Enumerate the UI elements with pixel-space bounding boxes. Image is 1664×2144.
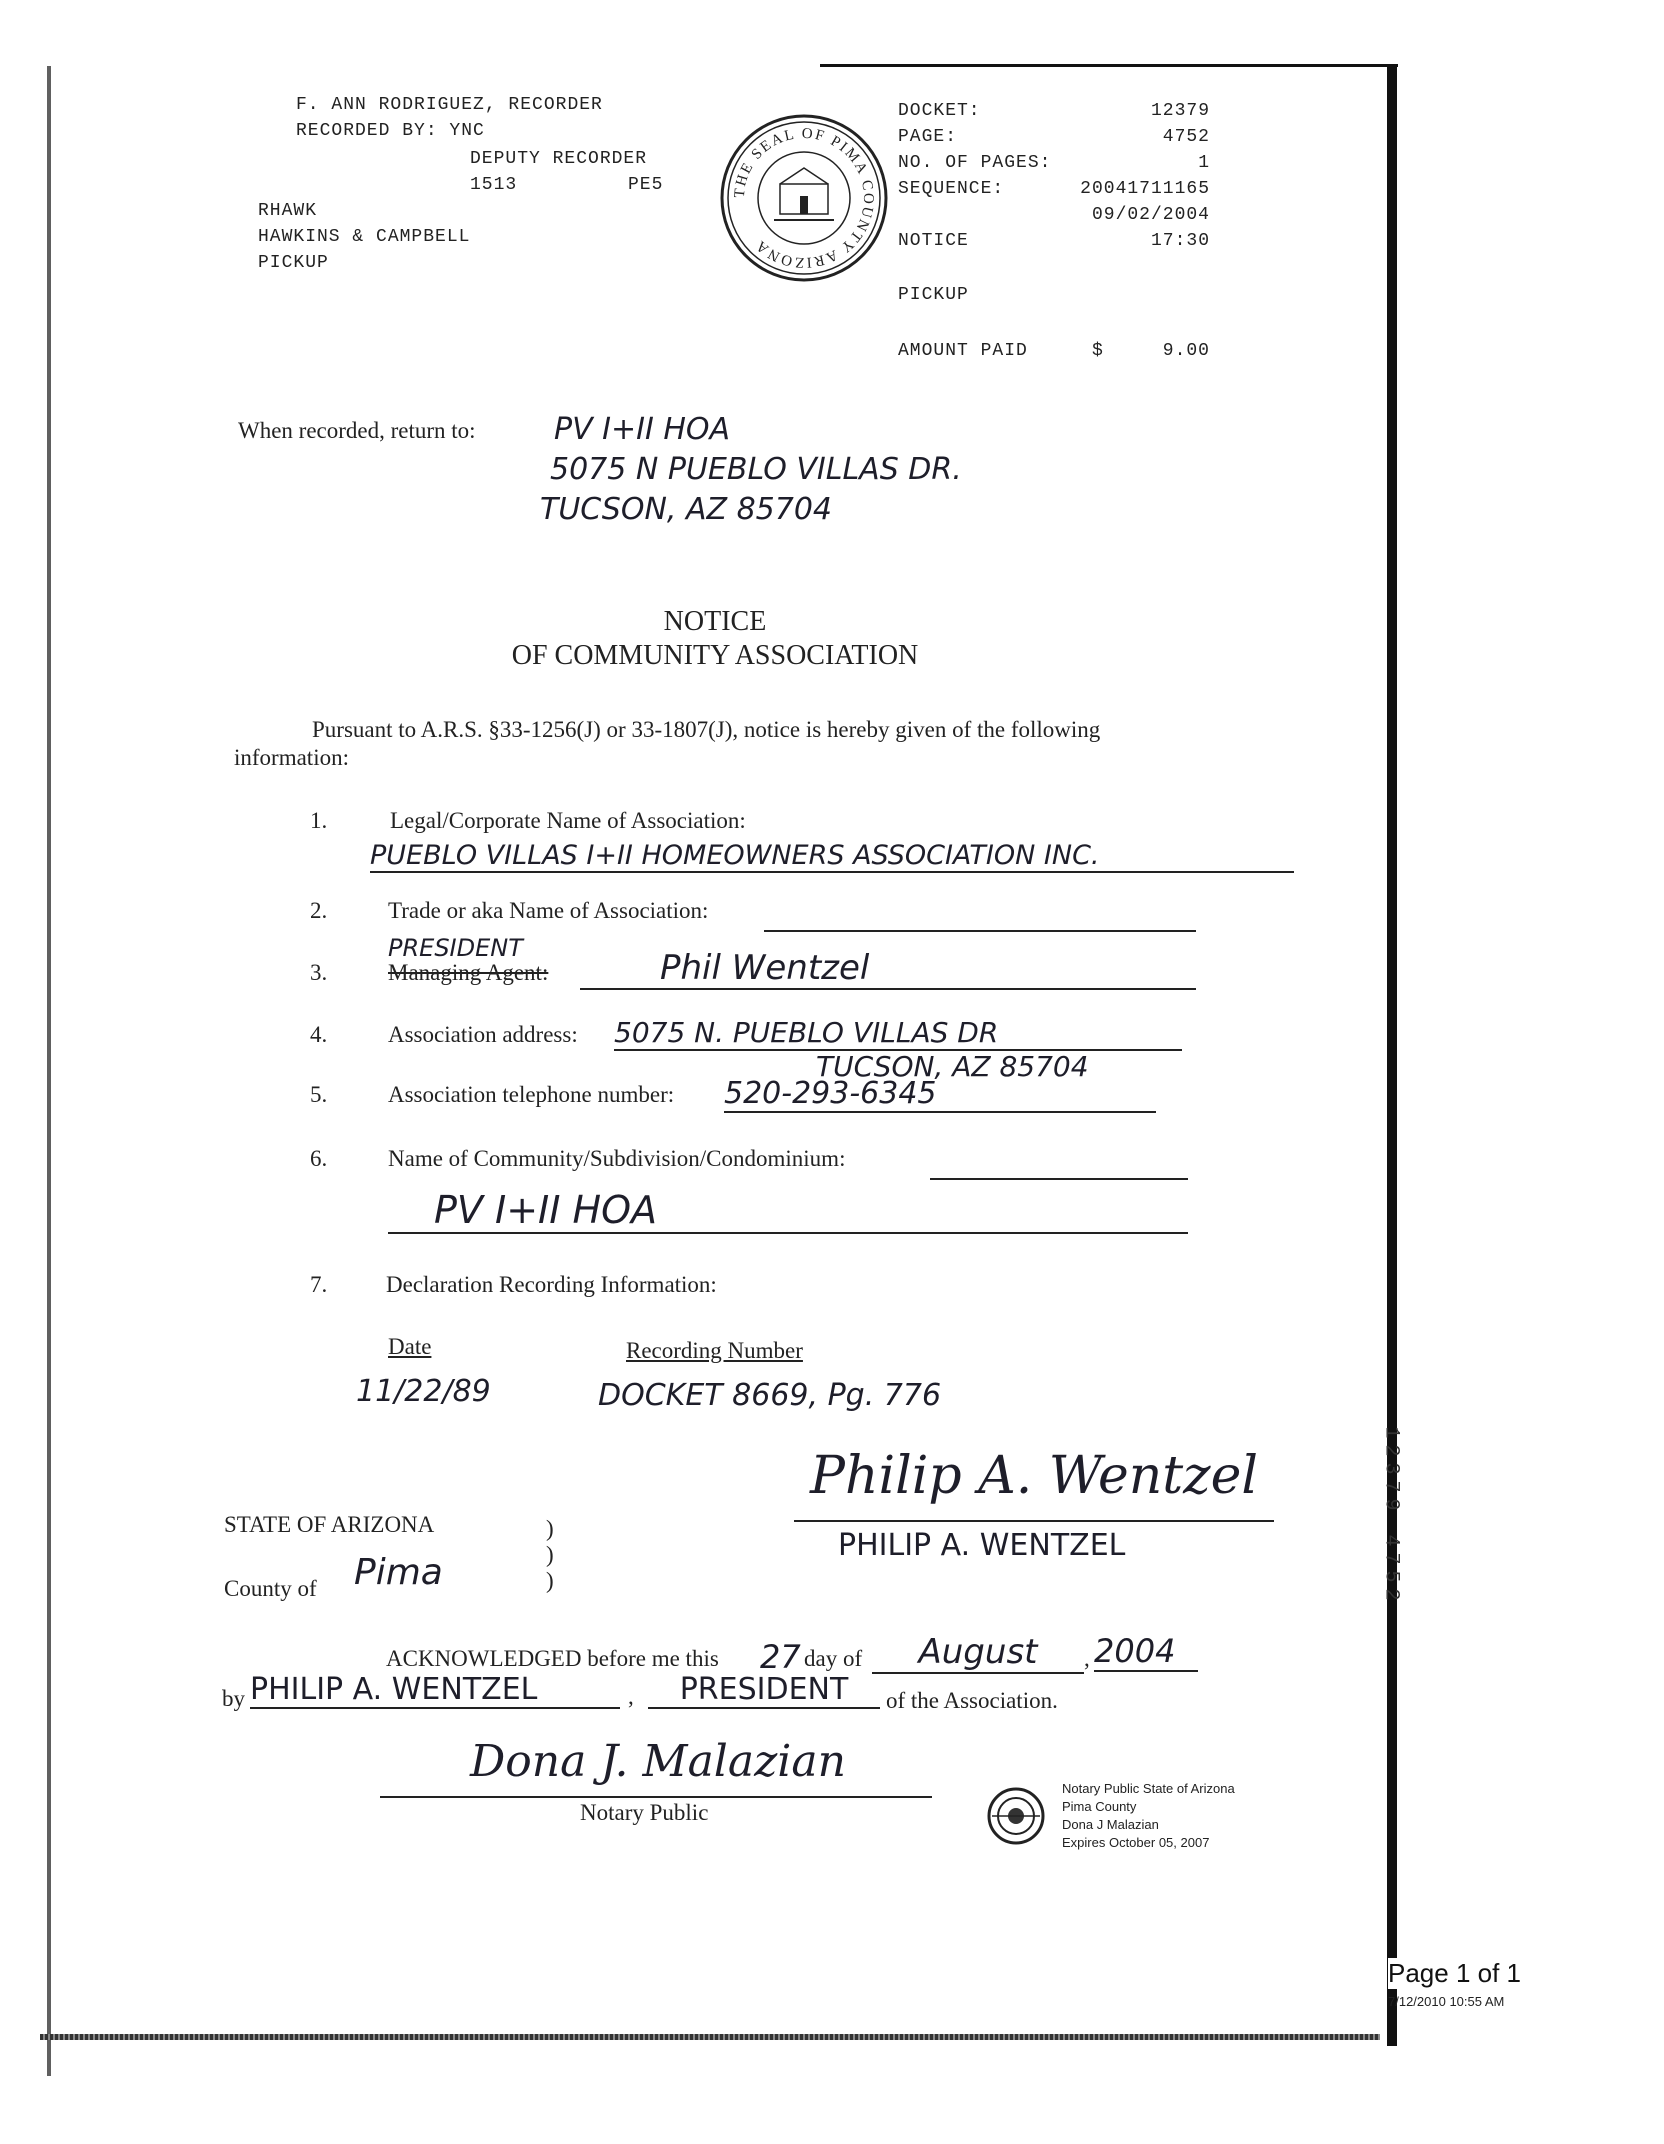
- intro-paragraph: Pursuant to A.R.S. §33-1256(J) or 33-1807(J), notice is hereby given of the following information:: [234, 717, 1101, 770]
- item-3-number: 3.: [310, 960, 328, 985]
- by-title: PRESIDENT: [648, 1672, 880, 1709]
- item-3-value: Phil Wentzel: [580, 948, 1196, 990]
- notice-title: NOTICE: [663, 606, 767, 637]
- page-number: 4752: [1162, 127, 1210, 147]
- recording-time: 17:30: [1150, 231, 1210, 251]
- side-stamp-text: 12379 4752: [1379, 1426, 1403, 1607]
- county-label: County of: [224, 1576, 317, 1601]
- submitter-code: RHAWK: [258, 201, 318, 221]
- amount-paid-label: AMOUNT PAID: [898, 341, 1028, 361]
- notary-seal-icon: [986, 1786, 1046, 1846]
- deputy-recorder: DEPUTY RECORDER: [470, 149, 648, 169]
- print-timestamp: 7/12/2010 10:55 AM: [1388, 1994, 1505, 2009]
- recorder-name: F. ANN RODRIGUEZ, RECORDER: [296, 95, 603, 115]
- amount-paid: 9.00: [1162, 341, 1210, 361]
- notary-stamp-line4: Expires October 05, 2007: [1062, 1835, 1210, 1850]
- venue-paren-3: ): [546, 1568, 554, 1593]
- declaration-date-value: 11/22/89: [356, 1374, 491, 1409]
- recording-type: NOTICE: [898, 231, 969, 251]
- scan-bottom-border: [40, 2034, 1380, 2040]
- page-count-label: Page 1 of 1: [1388, 1958, 1538, 1989]
- pima-county-seal: [718, 112, 890, 284]
- item-6-blank-line: [930, 1158, 1188, 1180]
- recording-date: 09/02/2004: [1091, 205, 1210, 225]
- notary-stamp-line2: Pima County: [1062, 1799, 1137, 1814]
- declaration-recording-header: Recording Number: [626, 1338, 803, 1363]
- deputy-code: PE5: [628, 175, 664, 195]
- item-1-value: PUEBLO VILLAS I+II HOMEOWNERS ASSOCIATION INC.: [370, 840, 1294, 873]
- sequence-number: 20041711165: [1080, 179, 1210, 199]
- item-3-label: Managing Agent:: [388, 960, 549, 985]
- item-1-label: Legal/Corporate Name of Association:: [390, 808, 746, 833]
- docket-number: 12379: [1150, 101, 1210, 121]
- by-separator: ,: [628, 1684, 634, 1709]
- deputy-number: 1513: [470, 175, 518, 195]
- notary-signature: Dona J. Malazian: [470, 1736, 846, 1787]
- ack-dayof: day of: [804, 1646, 863, 1671]
- scan-top-border: [820, 64, 1398, 67]
- item-5-value: 520-293-6345: [724, 1076, 1156, 1113]
- submitter-name: HAWKINS & CAMPBELL: [258, 227, 471, 247]
- return-to-line1: PV I+II HOA: [554, 412, 731, 447]
- item-2-number: 2.: [310, 898, 328, 923]
- item-6-value: PV I+II HOA: [388, 1188, 1188, 1234]
- item-5-number: 5.: [310, 1082, 328, 1107]
- signature-line: [794, 1520, 1274, 1522]
- pages-label: NO. OF PAGES:: [898, 153, 1052, 173]
- side-recording-stamp: [1366, 1355, 1403, 1685]
- notary-stamp-line1: Notary Public State of Arizona: [1062, 1781, 1235, 1796]
- ack-comma: ,: [1084, 1646, 1090, 1671]
- notary-stamp-line3: Dona J Malazian: [1062, 1817, 1159, 1832]
- docket-label: DOCKET:: [898, 101, 981, 121]
- sequence-label: SEQUENCE:: [898, 179, 1005, 199]
- return-to-line3: TUCSON, AZ 85704: [540, 492, 833, 527]
- item-7-label: Declaration Recording Information:: [386, 1272, 717, 1297]
- pages-count: 1: [1198, 153, 1210, 173]
- of-association: of the Association.: [886, 1688, 1058, 1713]
- notary-signature-line: [380, 1796, 932, 1798]
- return-to-line2: 5075 N PUEBLO VILLAS DR.: [550, 452, 962, 487]
- submitter-method: PICKUP: [258, 253, 329, 273]
- item-2-label: Trade or aka Name of Association:: [388, 898, 709, 923]
- ack-day: 27: [760, 1638, 801, 1676]
- by-name: PHILIP A. WENTZEL: [250, 1672, 620, 1709]
- ack-text: ACKNOWLEDGED before me this: [386, 1646, 719, 1671]
- item-7-number: 7.: [310, 1272, 328, 1297]
- ack-month: August: [872, 1632, 1084, 1674]
- currency-sign: $: [1092, 341, 1104, 361]
- item-4-value-line2: TUCSON, AZ 85704: [816, 1050, 1089, 1083]
- by-label: by: [222, 1686, 245, 1711]
- signer-signature: Philip A. Wentzel: [810, 1446, 1258, 1506]
- ack-year: 2004: [1094, 1632, 1198, 1672]
- item-4-number: 4.: [310, 1022, 328, 1047]
- item-2-blank-line: [764, 910, 1196, 932]
- item-6-label: Name of Community/Subdivision/Condominium:: [388, 1146, 846, 1171]
- item-4-label: Association address:: [388, 1022, 578, 1047]
- venue-paren-2: ): [546, 1542, 554, 1567]
- notary-stamp-text: [1062, 1780, 1235, 1852]
- notice-subtitle: OF COMMUNITY ASSOCIATION: [511, 640, 919, 671]
- return-to-label: When recorded, return to:: [238, 418, 476, 443]
- scan-edge-left: [47, 66, 51, 2076]
- venue-paren-1: ): [546, 1516, 554, 1541]
- signer-printed-name: PHILIP A. WENTZEL: [838, 1528, 1126, 1563]
- svg-text:THE SEAL OF PIMA COUNTY ARIZON: THE SEAL OF PIMA COUNTY ARIZONA: [731, 125, 877, 271]
- notary-public-label: Notary Public: [580, 1800, 709, 1825]
- page-label: PAGE:: [898, 127, 958, 147]
- item-6-number: 6.: [310, 1146, 328, 1171]
- item-4-value: 5075 N. PUEBLO VILLAS DR: [614, 1016, 1182, 1051]
- declaration-date-header: Date: [388, 1334, 432, 1359]
- scan-edge-right: [1387, 66, 1397, 2046]
- item-5-label: Association telephone number:: [388, 1082, 675, 1107]
- delivery-method: PICKUP: [898, 285, 969, 305]
- declaration-recording-value: DOCKET 8669, Pg. 776: [598, 1378, 942, 1413]
- item-3-correction: PRESIDENT: [388, 934, 523, 962]
- recorded-by: RECORDED BY: YNC: [296, 121, 485, 141]
- county-value: Pima: [354, 1552, 443, 1593]
- item-1-number: 1.: [310, 808, 328, 833]
- state-label: STATE OF ARIZONA: [224, 1512, 435, 1537]
